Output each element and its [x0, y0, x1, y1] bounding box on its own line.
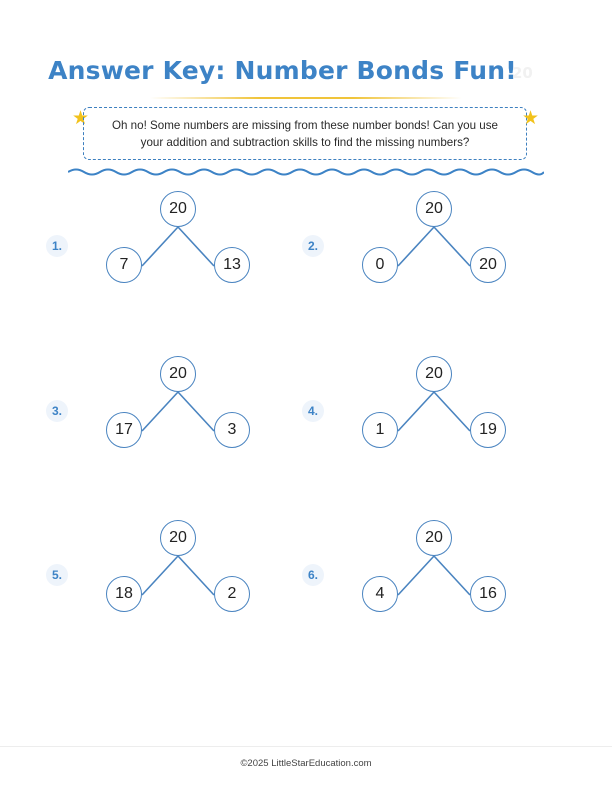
whole-circle: 20	[160, 520, 196, 556]
part-left-circle: 1	[362, 412, 398, 448]
part-left-circle: 4	[362, 576, 398, 612]
instructions-box	[83, 107, 527, 160]
star-icon: ★	[522, 108, 540, 129]
whole-circle: 20	[160, 191, 196, 227]
number-bond-problem	[308, 190, 564, 310]
problem-number: 5.	[46, 564, 68, 586]
number-bond-problem	[308, 355, 564, 475]
part-left-circle: 7	[106, 247, 142, 283]
part-right-circle: 3	[214, 412, 250, 448]
number-bond-problem	[52, 355, 308, 475]
problem-number: 6.	[302, 564, 324, 586]
number-bond-problem	[52, 519, 308, 639]
footer-divider	[0, 746, 612, 747]
part-right-circle: 16	[470, 576, 506, 612]
number-bond-problem	[52, 190, 308, 310]
part-left-circle: 0	[362, 247, 398, 283]
problem-number: 1.	[46, 235, 68, 257]
part-left-circle: 17	[106, 412, 142, 448]
page-title: Answer Key: Number Bonds Fun!	[48, 56, 517, 85]
part-right-circle: 19	[470, 412, 506, 448]
whole-circle: 20	[416, 356, 452, 392]
part-right-circle: 13	[214, 247, 250, 283]
faint-number: 20	[512, 64, 533, 82]
problem-number: 4.	[302, 400, 324, 422]
whole-circle: 20	[416, 520, 452, 556]
problem-number: 2.	[302, 235, 324, 257]
copyright-footer: ©2025 LittleStarEducation.com	[240, 758, 372, 769]
whole-circle: 20	[416, 191, 452, 227]
part-right-circle: 20	[470, 247, 506, 283]
problem-number: 3.	[46, 400, 68, 422]
number-bond-problem	[308, 519, 564, 639]
part-right-circle: 2	[214, 576, 250, 612]
instructions-text: Oh no! Some numbers are missing from these number bonds! Can you use your addition and subtraction skills to find the missing numbers?	[111, 118, 498, 149]
part-left-circle: 18	[106, 576, 142, 612]
title-underline	[150, 97, 462, 99]
star-icon: ★	[72, 108, 90, 129]
wave-divider	[68, 166, 544, 178]
whole-circle: 20	[160, 356, 196, 392]
